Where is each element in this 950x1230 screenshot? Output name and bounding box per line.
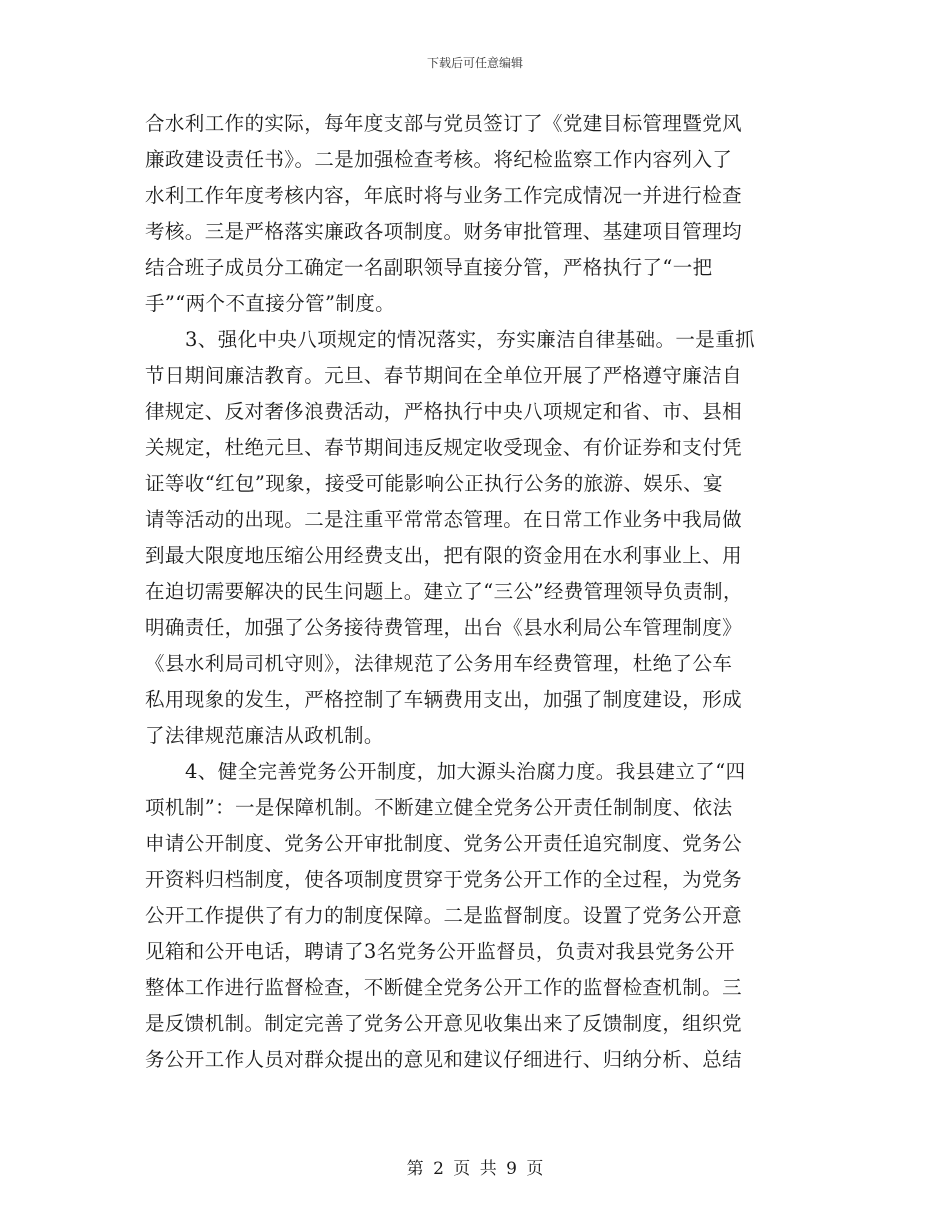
text-line: 了法律规范廉洁从政机制。 — [145, 724, 384, 747]
text-line: 结合班子成员分工确定一名副职领导直接分管，严格执行了“一把 — [145, 256, 713, 279]
paragraph-3 — [145, 754, 805, 1078]
text-line: 4、健全完善党务公开制度，加大源头治腐力度。我县建立了“四 — [185, 760, 746, 783]
text-line: 私用现象的发生，严格控制了车辆费用支出，加强了制度建设，形成 — [145, 688, 743, 711]
text-line: 节日期间廉洁教育。元旦、春节期间在全单位开展了严格遵守廉洁自 — [145, 364, 743, 387]
text-line: 水利工作年度考核内容，年底时将与业务工作完成情况一并进行检查 — [145, 184, 743, 207]
document-body — [145, 106, 805, 1078]
paragraph-2 — [145, 322, 805, 754]
page-number-footer: 第 2 页 共 9 页 — [406, 1159, 544, 1179]
text-line: 合水利工作的实际，每年度支部与党员签订了《党建目标管理暨党风 — [145, 112, 743, 135]
text-line: 明确责任，加强了公务接待费管理，出台《县水利局公车管理制度》 — [145, 616, 743, 639]
text-line: 申请公开制度、党务公开审批制度、党务公开责任追究制度、党务公 — [145, 832, 743, 855]
text-line: 开资料归档制度，使各项制度贯穿于党务公开工作的全过程，为党务 — [145, 868, 743, 891]
text-line: 到最大限度地压缩公用经费支出，把有限的资金用在水利事业上、用 — [145, 544, 743, 567]
text-line: 整体工作进行监督检查，不断健全党务公开工作的监督检查机制。三 — [145, 976, 743, 999]
text-line: 3、强化中央八项规定的情况落实，夯实廉洁自律基础。一是重抓 — [185, 328, 756, 351]
text-line: 手”“两个不直接分管”制度。 — [145, 292, 396, 315]
text-line: 廉政建设责任书》。二是加强检查考核。将纪检监察工作内容列入了 — [145, 148, 733, 171]
text-line: 关规定，杜绝元旦、春节期间违反规定收受现金、有价证券和支付凭 — [145, 436, 743, 459]
text-line: 务公开工作人员对群众提出的意见和建议仔细进行、归纳分析、总结 — [145, 1048, 743, 1071]
text-line: 请等活动的出现。二是注重平常常态管理。在日常工作业务中我局做 — [145, 508, 743, 531]
text-line: 是反馈机制。制定完善了党务公开意见收集出来了反馈制度，组织党 — [145, 1012, 743, 1035]
page-header-note: 下载后可任意编辑 — [426, 56, 523, 70]
text-line: 见箱和公开电话，聘请了3名党务公开监督员，负责对我县党务公开 — [145, 940, 735, 963]
text-line: 公开工作提供了有力的制度保障。二是监督制度。设置了党务公开意 — [145, 904, 743, 927]
text-line: 《县水利局司机守则》，法律规范了公务用车经费管理，杜绝了公车 — [145, 652, 733, 675]
text-line: 在迫切需要解决的民生问题上。建立了“三公”经费管理领导负责制， — [145, 580, 743, 603]
paragraph-1 — [145, 106, 805, 322]
text-line: 项机制”：一是保障机制。不断建立健全党务公开责任制制度、依法 — [145, 796, 733, 819]
text-line: 证等收“红包”现象，接受可能影响公正执行公务的旅游、娱乐、宴 — [145, 472, 723, 495]
text-line: 考核。三是严格落实廉政各项制度。财务审批管理、基建项目管理均 — [145, 220, 743, 243]
text-line: 律规定、反对奢侈浪费活动，严格执行中央八项规定和省、市、县相 — [145, 400, 743, 423]
